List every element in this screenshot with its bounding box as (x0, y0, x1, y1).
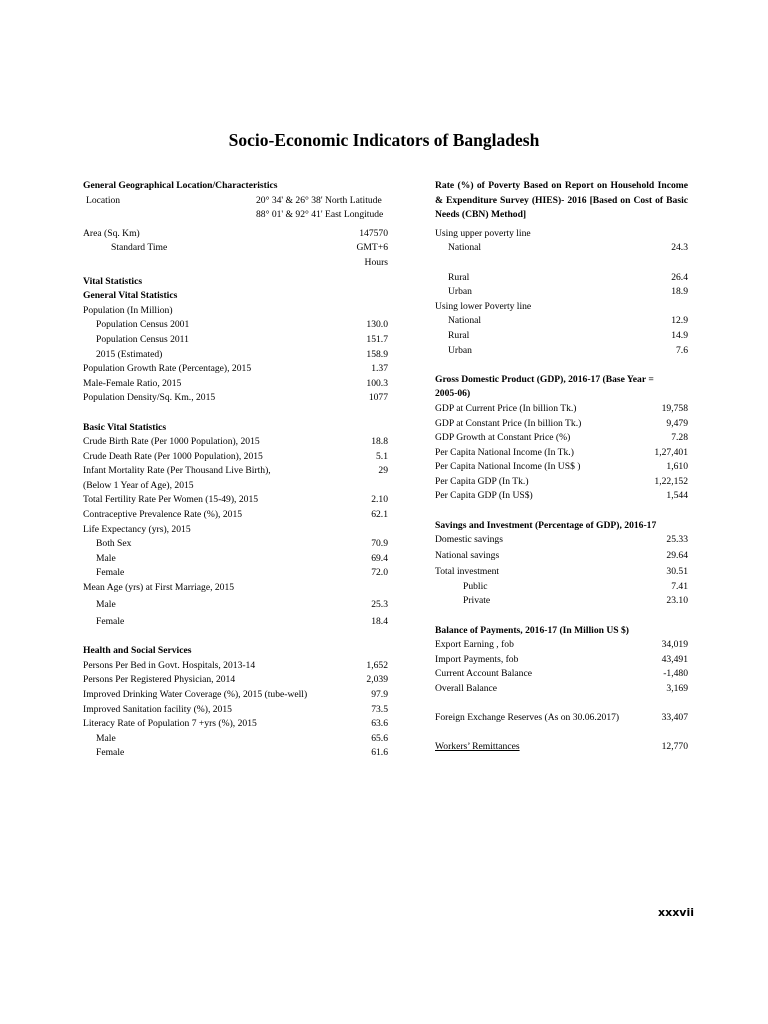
national-savings-row: National savings 29.64 (435, 549, 688, 561)
lower-urban-row: Urban 7.6 (448, 344, 688, 356)
estimated-2015-row: 2015 (Estimated) 158.9 (96, 348, 388, 360)
savings-heading: Savings and Investment (Percentage of GDP), 2016-17 (435, 519, 657, 531)
domestic-savings-row: Domestic savings 25.33 (435, 534, 688, 546)
pcni-tk-row: Per Capita National Income (In Tk.) 1,27,401 (435, 446, 688, 458)
le-both-row: Both Sex 70.9 (96, 538, 388, 550)
cdr-row: Crude Death Rate (Per 1000 Population), 2015 5.1 (83, 450, 388, 462)
private-row: Private 23.10 (463, 595, 688, 607)
public-row: Public 7.41 (463, 580, 688, 592)
le-female-row: Female 72.0 (96, 567, 388, 579)
population-row: Population (In Million) (83, 304, 173, 316)
left-column (83, 179, 388, 761)
water-row: Improved Drinking Water Coverage (%), 2015 (tube-well) 97.9 (83, 689, 388, 700)
pcgdp-tk-row: Per Capita GDP (In Tk.) 1,22,152 (435, 475, 688, 487)
census-2001-row: Population Census 2001 130.0 (96, 319, 388, 331)
gdp-growth-row: GDP Growth at Constant Price (%) 7.28 (435, 432, 688, 444)
tfr-row: Total Fertility Rate Per Women (15-49), 2015 2.10 (83, 494, 388, 506)
literacy-female-row: Female 61.6 (96, 747, 388, 759)
health-heading: Health and Social Services (83, 645, 192, 657)
mam-female-row: Female 18.4 (96, 615, 388, 627)
basic-vital-heading: Basic Vital Statistics (83, 421, 167, 433)
bop-heading: Balance of Payments, 2016-17 (In Million US $) (435, 624, 630, 636)
import-row: Import Payments, fob 43,491 (435, 653, 688, 665)
cpr-row: Contraceptive Prevalence Rate (%), 2015 62.1 (83, 509, 388, 521)
time-row: Standard Time GMT+6 (111, 242, 388, 254)
current-account-row: Current Account Balance -1,480 (435, 668, 688, 680)
location-row (83, 194, 388, 209)
longitude-value: 88° 01' & 92° 41' East Longitude (256, 209, 384, 221)
vital-heading: Vital Statistics (83, 275, 143, 287)
imr-row-2: (Below 1 Year of Age), 2015 (83, 479, 194, 491)
upper-rural-row: Rural 26.4 (448, 271, 688, 283)
lower-rural-row: Rural 14.9 (448, 329, 688, 341)
upper-poverty-row: Using upper poverty line (435, 227, 531, 239)
export-row: Export Earning , fob 34,019 (435, 639, 688, 651)
le-male-row: Male 69.4 (96, 552, 388, 564)
area-row: Area (Sq. Km) 147570 (83, 227, 388, 239)
general-vital-heading: General Vital Statistics (83, 290, 178, 302)
right-column (435, 179, 688, 755)
upper-urban-row: Urban 18.9 (448, 286, 688, 298)
bed-row: Persons Per Bed in Govt. Hospitals, 2013-14 1,652 (83, 659, 388, 671)
growth-row: Population Growth Rate (Percentage), 2015 1.37 (83, 363, 388, 375)
gdp-current-row: GDP at Current Price (In billion Tk.) 19,758 (435, 402, 688, 414)
gdp-heading-2: 2005-06) (435, 388, 471, 400)
overall-balance-row: Overall Balance 3,169 (435, 683, 688, 694)
mf-ratio-row: Male-Female Ratio, 2015 100.3 (83, 377, 388, 389)
pcni-us-row: Per Capita National Income (In US$ ) 1,610 (435, 461, 688, 473)
gdp-constant-row: GDP at Constant Price (In billion Tk.) 9,479 (435, 417, 688, 429)
literacy-male-row: Male 65.6 (96, 732, 388, 744)
physician-row: Persons Per Registered Physician, 2014 2,039 (83, 674, 388, 686)
density-row: Population Density/Sq. Km., 2015 1077 (83, 392, 388, 404)
cbr-row: Crude Birth Rate (Per 1000 Population), 2015 18.8 (83, 436, 388, 448)
sanitation-row: Improved Sanitation facility (%), 2015 73.5 (83, 703, 388, 715)
pcgdp-us-row: Per Capita GDP (In US$) 1,544 (435, 490, 688, 502)
fx-reserves-row: Foreign Exchange Reserves (As on 30.06.2017) 33,407 (435, 712, 688, 724)
longitude-row (83, 208, 388, 223)
page-number: xxxvii (658, 906, 694, 919)
marriage-age-row: Mean Age (yrs) at First Marriage, 2015 (83, 582, 235, 594)
life-expectancy-row: Life Expectancy (yrs), 2015 (83, 523, 191, 535)
lower-national-row: National 12.9 (448, 315, 688, 327)
total-investment-row: Total investment 30.51 (435, 566, 688, 578)
time-unit-row: Hours (364, 256, 388, 268)
geo-heading: General Geographical Location/Characteristics (83, 180, 278, 191)
remittances-row: Workers’ Remittances 12,770 (435, 741, 688, 753)
location-label: Location (86, 194, 121, 206)
lower-poverty-row: Using lower Poverty line (435, 300, 532, 312)
upper-national-row: National 24.3 (448, 242, 688, 254)
poverty-heading: Rate (%) of Poverty Based on Report on Household Income & Expenditure Survey (HIES)- 2016 [Based on Cost of Basic Needs (CBN) Method] (435, 180, 688, 221)
literacy-row: Literacy Rate of Population 7 +yrs (%), 2015 63.6 (83, 718, 388, 730)
gdp-heading: Gross Domestic Product (GDP), 2016-17 (Base Year = (435, 373, 654, 385)
mam-male-row: Male 25.3 (96, 598, 388, 610)
census-2011-row: Population Census 2011 151.7 (96, 333, 388, 345)
latitude-value: 20° 34' & 26° 38' North Latitude (256, 194, 382, 206)
page-title: Socio-Economic Indicators of Bangladesh (228, 130, 540, 150)
imr-row: Infant Mortality Rate (Per Thousand Live Birth), 29 (83, 465, 388, 477)
